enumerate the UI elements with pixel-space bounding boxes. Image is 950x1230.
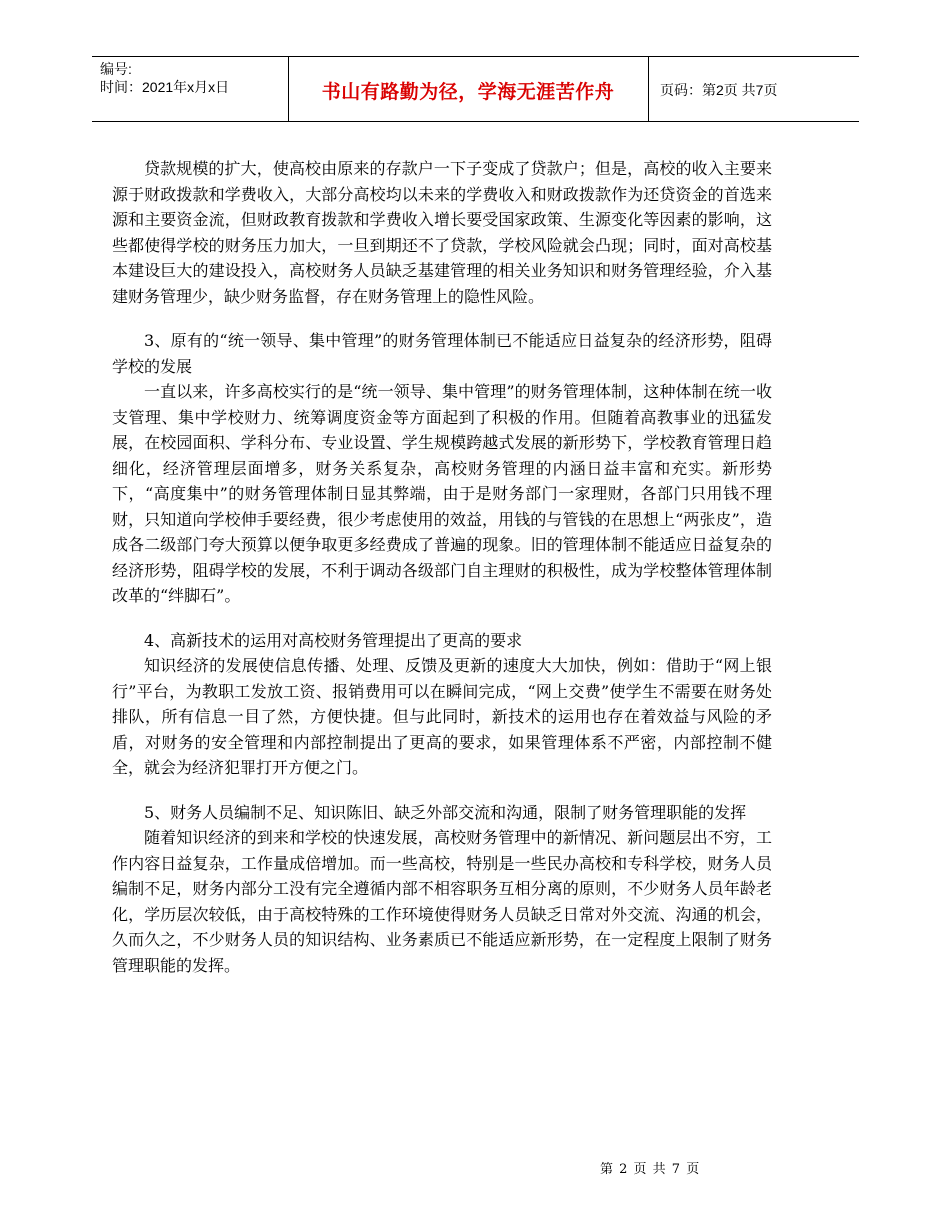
- paragraph-gap: [112, 309, 772, 328]
- document-time-label: 时间：2021年x月x日: [100, 79, 230, 95]
- page-header: [92, 56, 859, 122]
- section-heading-4: 4、高新技术的运用对高校财务管理提出了更高的要求: [144, 630, 523, 650]
- paragraph-gap: [112, 781, 772, 800]
- header-page-info: 页码：第2页 共7页: [660, 82, 778, 98]
- paragraph-gap: [112, 609, 772, 628]
- body-paragraph-3: 一直以来，许多高校实行的是“统一领导、集中管理”的财务管理体制，这种体制在统一收支管理、集中学校财力、统筹调度资金等方面起到了积极的作用。但随着高教事业的迅猛发展，在校园面积、学科分布、专业设置、学生规模跨越式发展的新形势下，学校教育管理日趋细化，经济管理层面增多，财务关系复杂，高校财务管理的内涵日益丰富和充实。新形势下，“高度集中”的财务管理体制日显其弊端，由于是财务部门一家理财，各部门只用钱不理财，只知道向学校伸手要经费，很少考虑使用的效益，用钱的与管钱的在思想上“两张皮”，造成各二级部门夸大预算以便争取更多经费成了普遍的现象。旧的管理体制不能适应日益复杂的经济形势，阻碍学校的发展，不利于调动各级部门自主理财的积极性，成为学校整体管理体制改革的“绊脚石”。: [112, 382, 772, 605]
- section-heading-3: 3、原有的“统一领导、集中管理”的财务管理体制已不能适应日益复杂的经济形势，阻碍学校的发展: [112, 331, 772, 376]
- body-paragraph-5: 随着知识经济的到来和学校的快速发展，高校财务管理中的新情况、新问题层出不穷，工作内容日益复杂，工作量成倍增加。而一些高校，特别是一些民办高校和专科学校，财务人员编制不足，财务内部分工没有完全遵循内部不相容职务互相分离的原则，不少财务人员年龄老化，学历层次较低，由于高校特殊的工作环境使得财务人员缺乏日常对外交流、沟通的机会，久而久之，不少财务人员的知识结构、业务素质已不能适应新形势，在一定程度上限制了财务管理职能的发挥。: [112, 828, 772, 975]
- body-paragraph-4: 知识经济的发展使信息传播、处理、反馈及更新的速度大大加快，例如：借助于“网上银行”平台，为教职工发放工资、报销费用可以在瞬间完成，“网上交费”使学生不需要在财务处排队，所有信息一目了然，方便快捷。但与此同时，新技术的运用也存在着效益与风险的矛盾，对财务的安全管理和内部控制提出了更高的要求，如果管理体系不严密，内部控制不健全，就会为经济犯罪打开方便之门。: [112, 656, 772, 777]
- header-meta: [100, 60, 229, 96]
- document-body: [112, 156, 772, 978]
- section-heading-5: 5、财务人员编制不足、知识陈旧、缺乏外部交流和沟通，限制了财务管理职能的发挥: [144, 802, 747, 822]
- body-paragraph-1: 贷款规模的扩大，使高校由原来的存款户一下子变成了贷款户；但是，高校的收入主要来源于财政拨款和学费收入，大部分高校均以未来的学费收入和财政拨款作为还贷资金的首选来源和主要资金流，但财政教育拨款和学费收入增长要受国家政策、生源变化等因素的影响，这些都使得学校的财务压力加大，一旦到期还不了贷款，学校风险就会凸现；同时，面对高校基本建设巨大的建设投入，高校财务人员缺乏基建管理的相关业务知识和财务管理经验，介入基建财务管理少，缺少财务监督，存在财务管理上的隐性风险。: [112, 159, 772, 306]
- page-footer: 第 2 页 共 7 页: [600, 1162, 701, 1177]
- document-number-label: 编号:: [100, 61, 132, 77]
- header-divider-right: [648, 57, 649, 121]
- header-motto: 书山有路勤为径，学海无涯苦作舟: [321, 81, 615, 103]
